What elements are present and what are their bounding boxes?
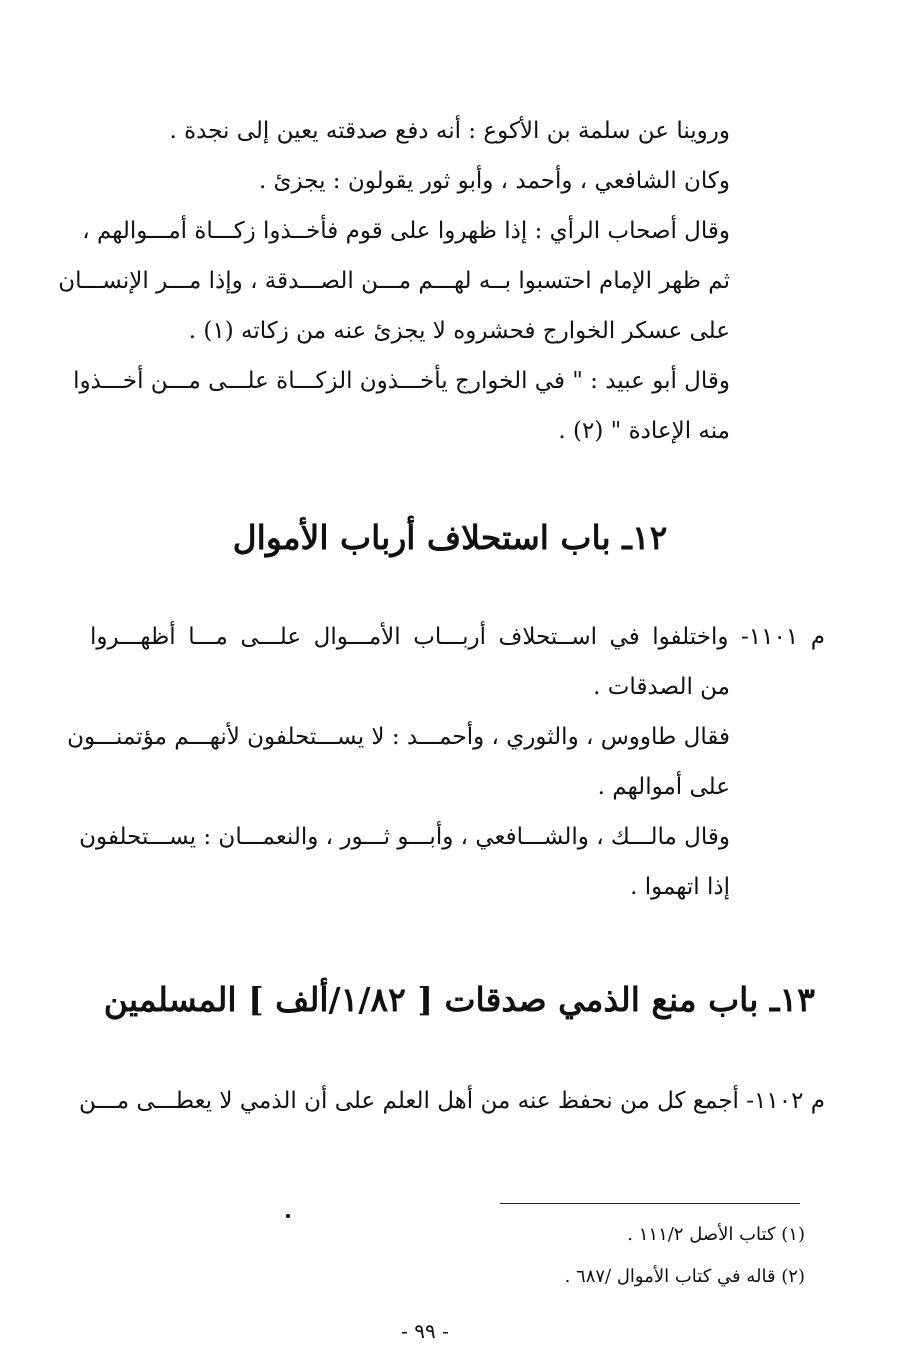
body-line-1: وروينا عن سلمة بن الأكوع : أنه دفع صدقته يعين إلى نجدة . xyxy=(169,118,730,144)
footnote-1: (١) كتاب الأصل ١١١/٢ . xyxy=(627,1224,805,1245)
paragraph-1102-line-1: م ١١٠٢- أجمع كل من نحفظ عنه من أهل العلم على أن الذمي لا يعطـــى مـــن xyxy=(78,1088,825,1114)
body-line-7: منه الإعادة " (٢) . xyxy=(558,418,730,444)
footnote-2: (٢) قاله في كتاب الأموال /٦٨٧ . xyxy=(564,1266,805,1287)
paragraph-1101-line-2: من الصدقات . xyxy=(593,674,730,700)
body-line-3: وقال أصحاب الرأي : إذا ظهروا على قوم فأخــذوا زكـــاة أمـــوالهم ، xyxy=(82,218,730,244)
body-line-6: وقال أبو عبيد : " في الخوارج يأخـــذون الزكـــاة علـــى مـــن أخـــذوا xyxy=(73,368,730,394)
body-line-4: ثم ظهر الإمام احتسبوا بــه لهـــم مـــن الصـــدقة ، وإذا مـــر الإنســـان xyxy=(58,268,730,294)
paragraph-1101-line-3: فقال طاووس ، والثوري ، وأحمـــد : لا يســـتحلفون لأنهـــم مؤتمنـــون xyxy=(67,724,730,750)
body-line-5: على عسكر الخوارج فحشروه لا يجزئ عنه من زكاته (١) . xyxy=(188,318,730,344)
footnote-divider xyxy=(500,1203,800,1204)
paragraph-1101-line-5: وقال مالـــك ، والشـــافعي ، وأبـــو ثـــور ، والنعمـــان : يســـتحلفون xyxy=(79,824,730,850)
paragraph-1101-line-6: إذا اتهموا . xyxy=(630,874,730,900)
chapter-heading-13: ١٣ـ باب منع الذمي صدقات [ ١/٨٢/ألف ] المسلمين xyxy=(103,980,815,1019)
chapter-heading-12: ١٢ـ باب استحلاف أرباب الأموال xyxy=(232,518,668,557)
body-line-2: وكان الشافعي ، وأحمد ، وأبو ثور يقولون : يجزئ . xyxy=(258,168,730,194)
paragraph-1101-line-1: م ١١٠١- واختلفوا في اســتحلاف أربـــاب الأمـــوال علـــى مـــا أظهـــروا xyxy=(90,624,825,650)
page-number: - ٩٩ - xyxy=(401,1319,449,1343)
paragraph-1101-line-4: على أموالهم . xyxy=(597,774,730,800)
stray-dot-mark xyxy=(286,1214,290,1218)
